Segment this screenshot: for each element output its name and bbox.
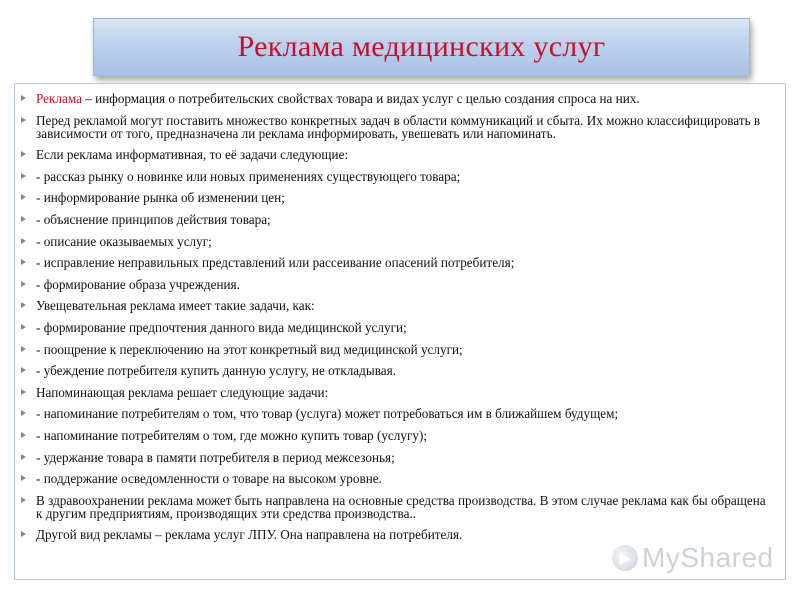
item-text: - исправление неправильных представлений или рассеивание опасений потребителя; (36, 255, 515, 271)
bullet-arrow-icon (21, 238, 26, 244)
list-item (21, 191, 775, 204)
item-text: – информация о потребительских свойствах товара и видах услуг с целью создания спроса на них. (81, 91, 640, 106)
bullet-arrow-icon (21, 173, 26, 179)
bullet-arrow-icon (21, 475, 26, 481)
watermark (612, 542, 774, 574)
bullet-arrow-icon (21, 117, 26, 123)
item-text: Перед рекламой могут поставить множество конкретных задач в области коммуникаций и сбыта. Их можно классифицировать в зависимости от того, предназначена ли реклама информировать, увешевать или напоминать. (36, 112, 761, 141)
list-item (21, 170, 775, 183)
bullet-arrow-icon (21, 367, 26, 373)
bullet-arrow-icon (21, 410, 26, 416)
item-text: - рассказ рынку о новинке или новых применениях существующего товара; (36, 168, 461, 184)
item-text: - удержание товара в памяти потребителя в период межсезонья; (36, 449, 395, 465)
item-text: - информирование рынка об изменении цен; (36, 190, 285, 206)
bullet-arrow-icon (21, 531, 26, 537)
item-text: - объяснение принципов действия товара; (36, 211, 271, 227)
item-text: - напоминание потребителям о том, что товар (услуга) может потребоваться им в ближайшем будущем; (36, 406, 619, 422)
bullet-arrow-icon (21, 151, 26, 157)
item-text: Если реклама информативная, то её задачи следующие: (36, 147, 349, 163)
bullet-arrow-icon (21, 346, 26, 352)
list-item (21, 451, 775, 464)
item-text: - формирование предпочтения данного вида медицинской услуги; (36, 319, 407, 335)
bullet-arrow-icon (21, 194, 26, 200)
item-text: - описание оказываемых услуг; (36, 233, 212, 249)
list-item (21, 256, 775, 269)
accent-term: Реклама (36, 91, 82, 106)
myshared-logo-icon: ▶ (612, 545, 638, 571)
item-text: - формирование образа учреждения. (36, 276, 240, 292)
list-item (21, 278, 775, 291)
list-item (21, 148, 775, 161)
item-text: Другой вид рекламы – реклама услуг ЛПУ. Она направлена на потребителя. (36, 527, 463, 543)
item-text: - поощрение к переключению на этот конкретный вид медицинской услуги; (36, 341, 463, 357)
list-item (21, 321, 775, 334)
bullet-list (21, 92, 775, 541)
item-text: - убеждение потребителя купить данную услугу, не откладывая. (36, 363, 397, 379)
list-item (21, 494, 775, 520)
page-title: Реклама медицинских услуг (237, 30, 606, 63)
item-text: - поддержание осведомленности о товаре на высоком уровне. (36, 471, 382, 487)
bullet-arrow-icon (21, 302, 26, 308)
list-item (21, 299, 775, 312)
list-item (21, 407, 775, 420)
item-text: Напоминающая реклама решает следующие задачи: (36, 384, 329, 400)
bullet-arrow-icon (21, 389, 26, 395)
list-item (21, 528, 775, 541)
list-item (21, 92, 775, 105)
item-text: В здравоохранении реклама может быть направлена на основные средства производства. В этом случае реклама как бы обращена к другим предприятиям, производящих эти средства производства.. (36, 492, 766, 521)
list-item (21, 235, 775, 248)
bullet-arrow-icon (21, 259, 26, 265)
list-item (21, 364, 775, 377)
bullet-arrow-icon (21, 95, 26, 101)
content-panel (14, 83, 786, 580)
bullet-arrow-icon (21, 432, 26, 438)
item-text: Увещевательная реклама имеет такие задачи, как: (36, 298, 315, 314)
bullet-arrow-icon (21, 454, 26, 460)
bullet-arrow-icon (21, 216, 26, 222)
bullet-arrow-icon (21, 497, 26, 503)
list-item (21, 213, 775, 226)
list-item (21, 429, 775, 442)
title-banner (93, 18, 750, 76)
bullet-arrow-icon (21, 281, 26, 287)
bullet-arrow-icon (21, 324, 26, 330)
list-item (21, 472, 775, 485)
list-item (21, 386, 775, 399)
list-item (21, 343, 775, 356)
list-item (21, 114, 775, 140)
item-text: - напоминание потребителям о том, где можно купить товар (услугу); (36, 427, 428, 443)
watermark-text: MyShared (642, 542, 774, 573)
